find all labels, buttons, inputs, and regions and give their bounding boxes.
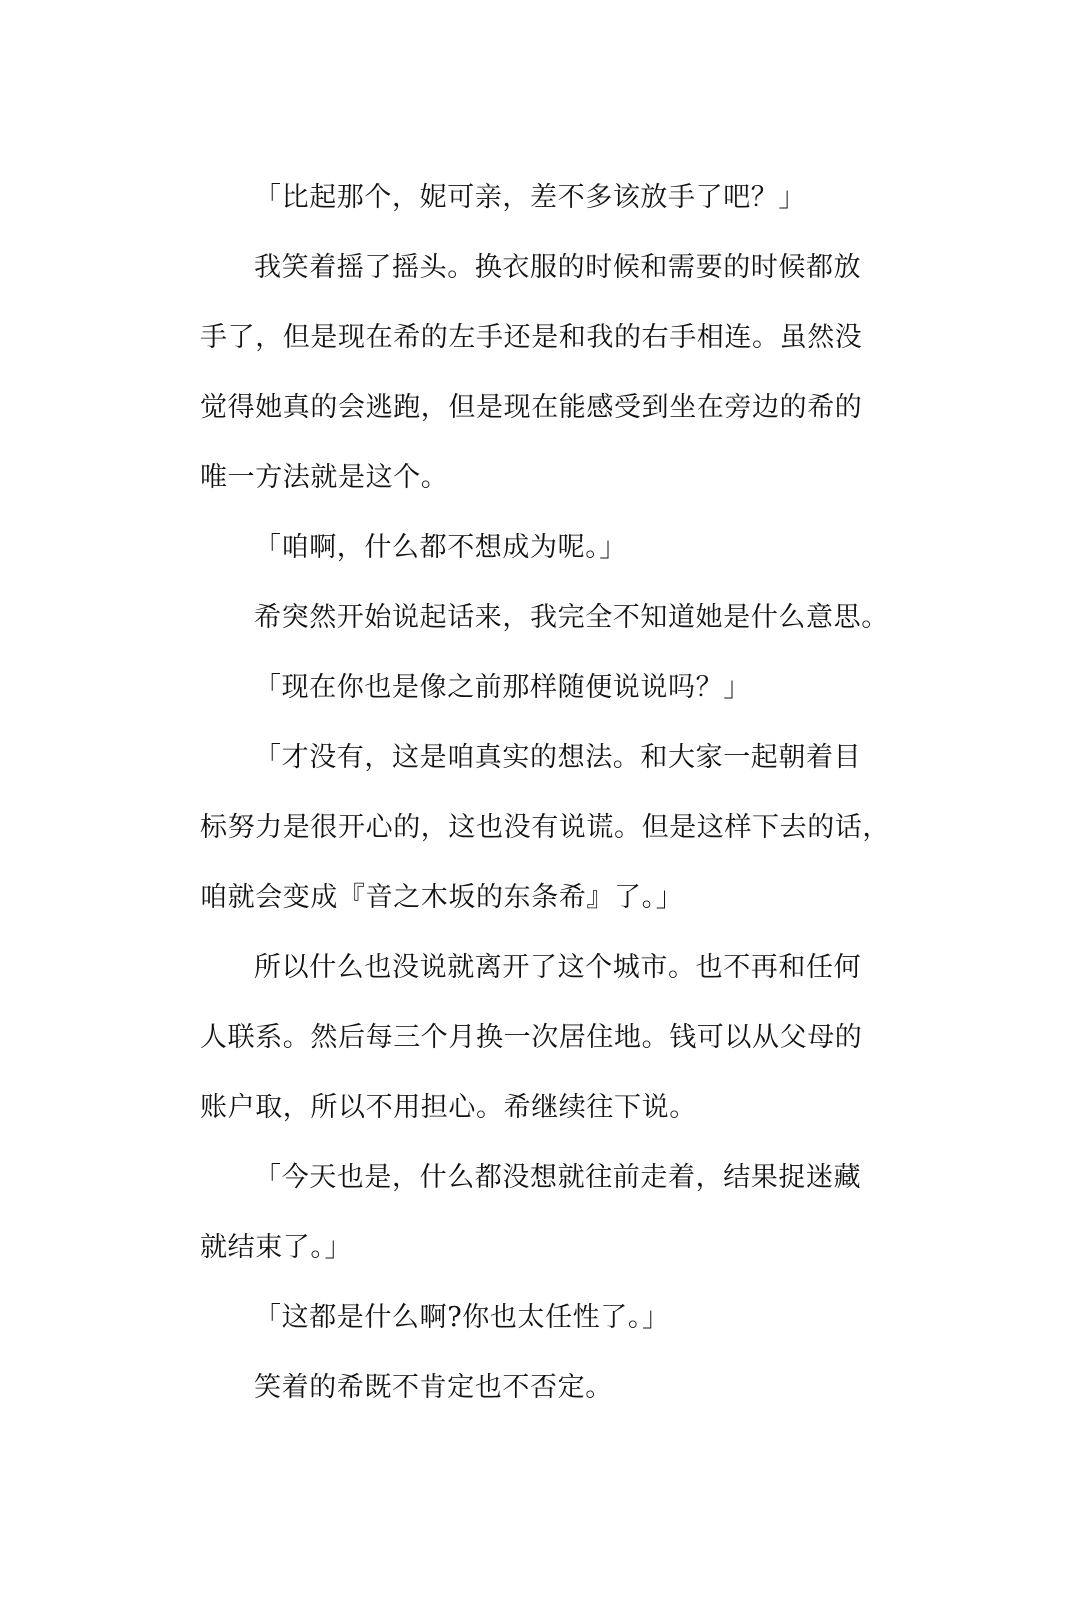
text-line: 就结束了。」 [200,1232,353,1263]
text-line: 账户取，所以不用担心。希继续往下说。 [200,1092,697,1123]
text-line: 「比起那个，妮可亲，差不多该放手了吧？」 [254,182,806,213]
text-line: 手了，但是现在希的左手还是和我的右手相连。虽然没 [200,322,863,353]
text-line: 人联系。然后每三个月换一次居住地。钱可以从父母的 [200,1022,863,1053]
text-line: 希突然开始说起话来，我完全不知道她是什么意思。 [254,602,889,633]
text-line: 「咱啊，什么都不想成为呢。」 [254,532,627,563]
text-line: 「这都是什么啊?你也太任性了。」 [254,1302,670,1333]
text-body [200,163,890,1423]
text-line: 唯一方法就是这个。 [200,462,449,493]
text-line: 笑着的希既不肯定也不否定。 [254,1372,613,1403]
text-line: 咱就会变成『音之木坂的东条希』了。」 [200,882,684,913]
text-line: 我笑着摇了摇头。换衣服的时候和需要的时候都放 [254,252,862,283]
text-line: 「才没有，这是咱真实的想法。和大家一起朝着目 [254,742,862,773]
text-line: 所以什么也没说就离开了这个城市。也不再和任何 [254,952,862,983]
text-line: 觉得她真的会逃跑，但是现在能感受到坐在旁边的希的 [200,392,863,423]
text-line: 「现在你也是像之前那样随便说说吗？」 [254,672,751,703]
text-line: 标努力是很开心的，这也没有说谎。但是这样下去的话， [200,812,890,843]
text-line: 「今天也是，什么都没想就往前走着，结果捉迷藏 [254,1162,862,1193]
